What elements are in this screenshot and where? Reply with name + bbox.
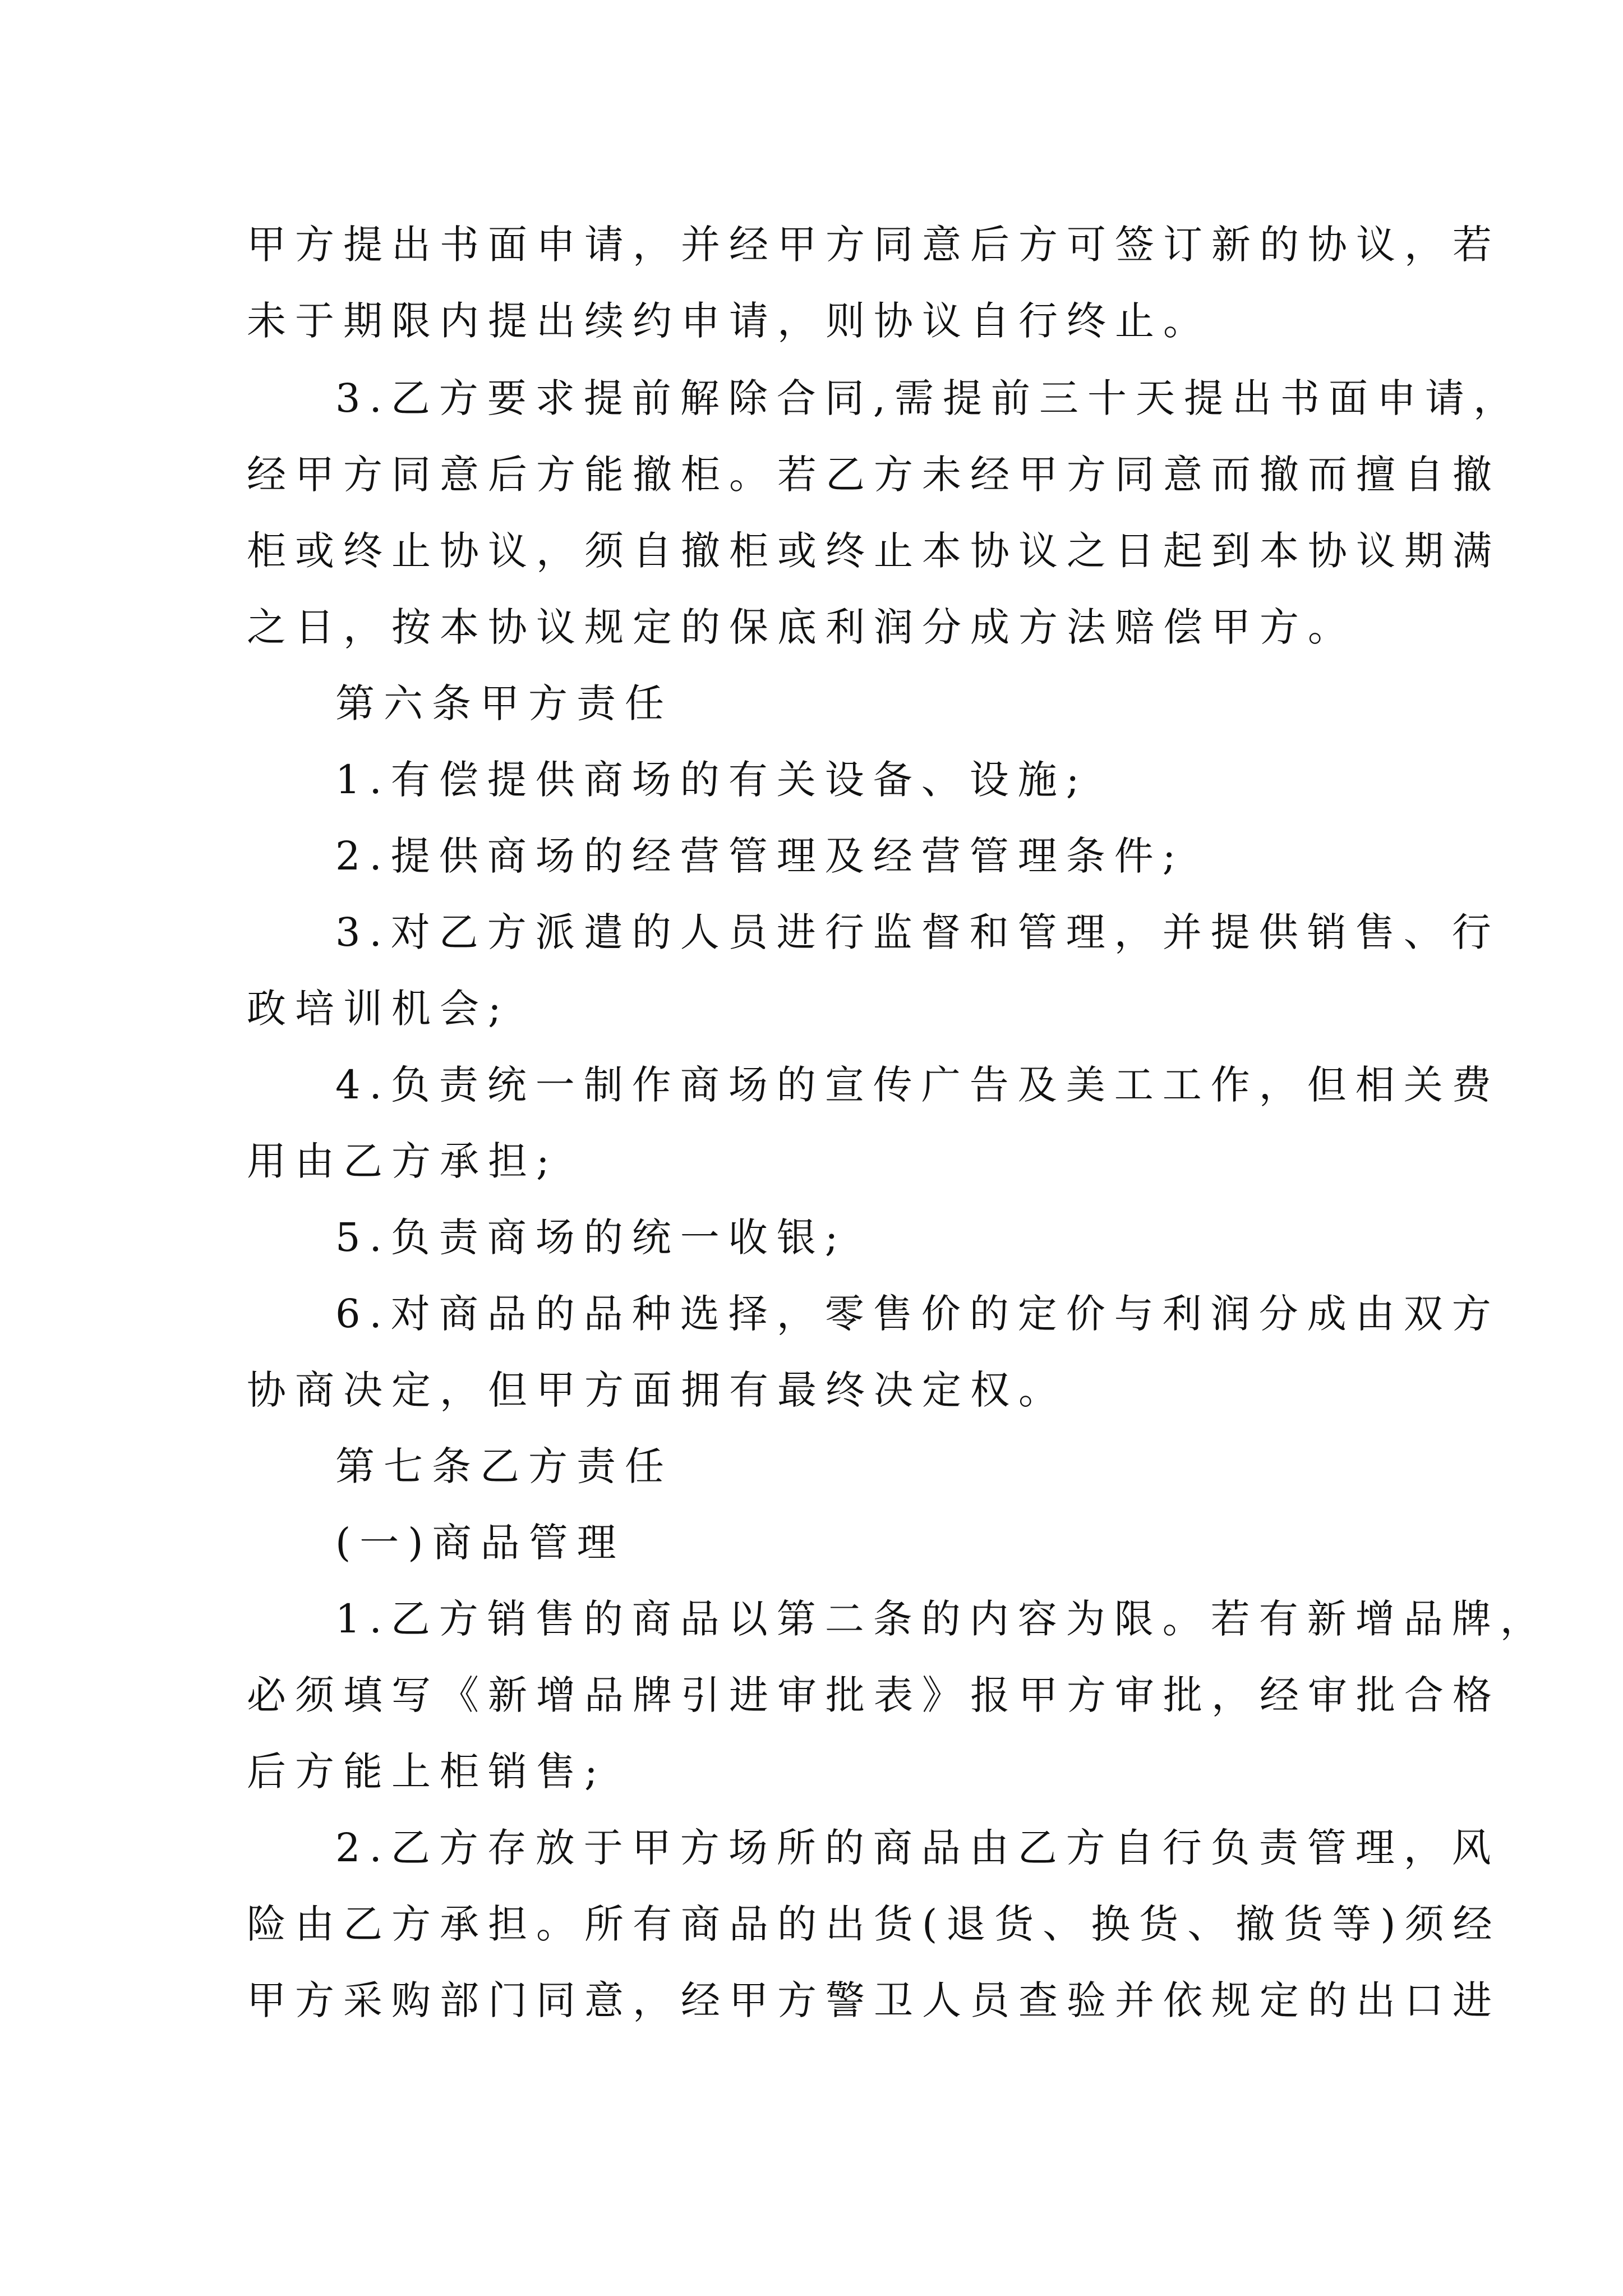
paragraph-line: 6.对商品的品种选择，零售价的定价与利润分成由双方 — [335, 1291, 1500, 1337]
paragraph-line: 甲方采购部门同意，经甲方警卫人员查验并依规定的出口进 — [247, 1977, 1501, 2023]
paragraph-line: 用由乙方承担; — [247, 1138, 559, 1184]
section-heading: 第六条甲方责任 — [335, 680, 673, 726]
paragraph-line: 险由乙方承担。所有商品的出货(退货、换货、撤货等)须经 — [247, 1901, 1501, 1947]
paragraph-line: 2.乙方存放于甲方场所的商品由乙方自行负责管理，风 — [335, 1825, 1500, 1871]
paragraph-line: 3.对乙方派遣的人员进行监督和管理，并提供销售、行 — [335, 909, 1500, 955]
paragraph-line: 必须填写《新增品牌引进审批表》报甲方审批，经审批合格 — [247, 1672, 1501, 1718]
paragraph-line: 未于期限内提出续约申请，则协议自行终止。 — [247, 298, 1211, 344]
paragraph-line: 5.负责商场的统一收银; — [335, 1214, 847, 1260]
paragraph-line: 协商决定，但甲方面拥有最终决定权。 — [247, 1367, 1067, 1413]
paragraph-line: 政培训机会; — [247, 986, 510, 1032]
paragraph-line: 2.提供商场的经营管理及经营管理条件; — [335, 833, 1185, 879]
subsection-heading: (一)商品管理 — [335, 1520, 625, 1566]
paragraph-line: 甲方提出书面申请，并经甲方同意后方可签订新的协议，若 — [247, 222, 1501, 268]
paragraph-line: 之日，按本协议规定的保底利润分成方法赔偿甲方。 — [247, 604, 1356, 650]
paragraph-line: 4.负责统一制作商场的宣传广告及美工工作，但相关费 — [335, 1062, 1500, 1108]
paragraph-line: 经甲方同意后方能撤柜。若乙方未经甲方同意而撤而擅自撤 — [247, 452, 1501, 498]
section-heading: 第七条乙方责任 — [335, 1443, 673, 1489]
paragraph-line: 后方能上柜销售; — [247, 1749, 607, 1795]
paragraph-line: 柜或终止协议，须自撤柜或终止本协议之日起到本协议期满 — [247, 528, 1501, 574]
paragraph-line: 3.乙方要求提前解除合同,需提前三十天提出书面申请， — [335, 375, 1522, 421]
paragraph-line: 1.有偿提供商场的有关设备、设施; — [335, 757, 1089, 803]
paragraph-line: 1.乙方销售的商品以第二条的内容为限。若有新增品牌， — [335, 1596, 1548, 1642]
